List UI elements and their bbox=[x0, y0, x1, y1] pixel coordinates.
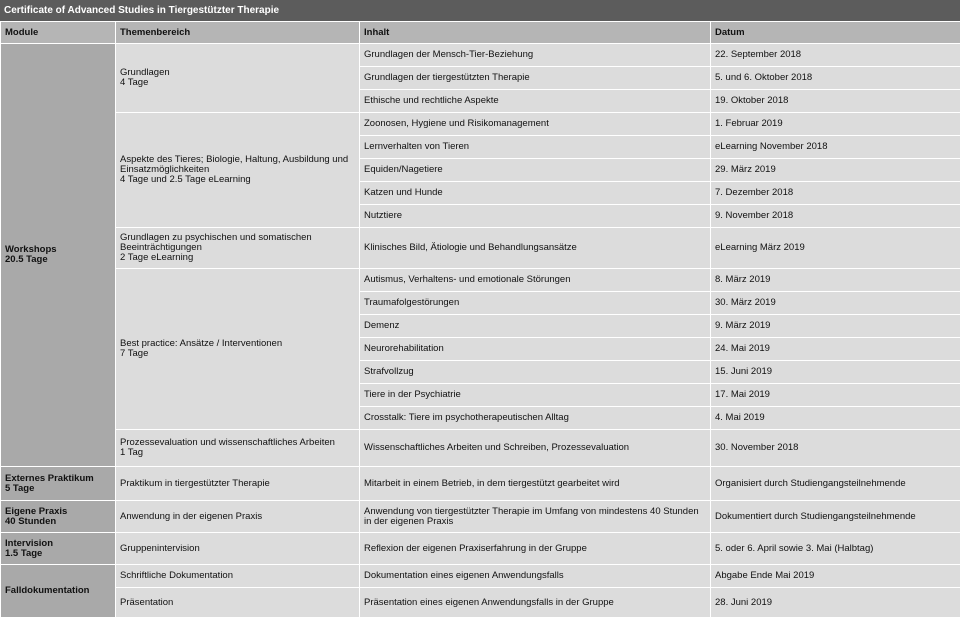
inhalt-cell: Dokumentation eines eigenen Anwendungsfalls bbox=[360, 565, 711, 588]
module-praktikum bbox=[1, 467, 116, 501]
datum-cell: 17. Mai 2019 bbox=[711, 384, 960, 407]
table-row bbox=[1, 430, 960, 467]
datum-cell: 9. November 2018 bbox=[711, 205, 960, 228]
header-module: Module bbox=[1, 22, 116, 44]
topic-cell: Praktikum in tiergestützter Therapie bbox=[116, 467, 360, 501]
header-row bbox=[1, 22, 960, 44]
module-duration: 20.5 Tage bbox=[5, 254, 48, 265]
datum-cell: 9. März 2019 bbox=[711, 315, 960, 338]
inhalt-cell: Anwendung von tiergestützter Therapie im Umfang von mindestens 40 Stunden in der eigenen Praxis bbox=[360, 501, 711, 533]
topic-name: Grundlagen zu psychischen und somatischen Beeinträchtigungen bbox=[120, 232, 312, 254]
module-name: Workshops bbox=[5, 244, 57, 256]
topic-aspekte-tier bbox=[116, 113, 360, 228]
topic-cell: Präsentation bbox=[116, 588, 360, 618]
inhalt-cell: Mitarbeit in einem Betrieb, in dem tiergestützt gearbeitet wird bbox=[360, 467, 711, 501]
page-title: Certificate of Advanced Studies in Tiergestützter Therapie bbox=[0, 0, 960, 21]
inhalt-cell: Nutztiere bbox=[360, 205, 711, 228]
datum-cell: eLearning März 2019 bbox=[711, 228, 960, 269]
header-themenbereich: Themenbereich bbox=[116, 22, 360, 44]
table-row bbox=[1, 467, 960, 501]
table-row bbox=[1, 588, 960, 618]
datum-cell: 5. und 6. Oktober 2018 bbox=[711, 67, 960, 90]
topic-name: Best practice: Ansätze / Interventionen bbox=[120, 338, 283, 350]
inhalt-cell: Klinisches Bild, Ätiologie und Behandlungsansätze bbox=[360, 228, 711, 269]
inhalt-cell: Grundlagen der tiergestützten Therapie bbox=[360, 67, 711, 90]
module-name: Eigene Praxis bbox=[5, 505, 68, 517]
table-row bbox=[1, 113, 960, 136]
topic-name: Aspekte des Tieres; Biologie, Haltung, Ausbildung und Einsatzmöglichkeiten bbox=[120, 154, 349, 176]
datum-cell: 19. Oktober 2018 bbox=[711, 90, 960, 113]
inhalt-cell: Wissenschaftliches Arbeiten und Schreiben, Prozessevaluation bbox=[360, 430, 711, 467]
datum-cell: eLearning November 2018 bbox=[711, 136, 960, 159]
datum-cell: 22. September 2018 bbox=[711, 44, 960, 67]
datum-cell: 5. oder 6. April sowie 3. Mai (Halbtag) bbox=[711, 533, 960, 565]
inhalt-cell: Tiere in der Psychiatrie bbox=[360, 384, 711, 407]
table-row bbox=[1, 44, 960, 67]
topic-cell: Gruppenintervision bbox=[116, 533, 360, 565]
table-row bbox=[1, 533, 960, 565]
table-row bbox=[1, 501, 960, 533]
topic-duration: 4 Tage und 2.5 Tage eLearning bbox=[120, 173, 251, 185]
datum-cell: Abgabe Ende Mai 2019 bbox=[711, 565, 960, 588]
topic-beeintraechtigungen bbox=[116, 228, 360, 269]
datum-cell: 30. März 2019 bbox=[711, 292, 960, 315]
topic-duration: 4 Tage bbox=[120, 77, 149, 88]
topic-name: Prozessevaluation und wissenschaftliches Arbeiten bbox=[120, 437, 335, 449]
module-name: Externes Praktikum bbox=[5, 472, 94, 484]
datum-cell: 29. März 2019 bbox=[711, 159, 960, 182]
inhalt-cell: Crosstalk: Tiere im psychotherapeutischen Alltag bbox=[360, 407, 711, 430]
datum-cell: 7. Dezember 2018 bbox=[711, 182, 960, 205]
inhalt-cell: Ethische und rechtliche Aspekte bbox=[360, 90, 711, 113]
table-row bbox=[1, 269, 960, 292]
module-praxis bbox=[1, 501, 116, 533]
header-inhalt: Inhalt bbox=[360, 22, 711, 44]
module-duration: 40 Stunden bbox=[5, 515, 57, 527]
inhalt-cell: Zoonosen, Hygiene und Risikomanagement bbox=[360, 113, 711, 136]
module-intervision bbox=[1, 533, 116, 565]
inhalt-cell: Katzen und Hunde bbox=[360, 182, 711, 205]
table-row bbox=[1, 228, 960, 269]
module-workshops bbox=[1, 44, 116, 467]
datum-cell: Organisiert durch Studiengangsteilnehmende bbox=[711, 467, 960, 501]
topic-duration: 7 Tage bbox=[120, 348, 149, 359]
datum-cell: Dokumentiert durch Studiengangsteilnehmende bbox=[711, 501, 960, 533]
topic-best-practice bbox=[116, 269, 360, 430]
inhalt-cell: Lernverhalten von Tieren bbox=[360, 136, 711, 159]
datum-cell: 24. Mai 2019 bbox=[711, 338, 960, 361]
datum-cell: 30. November 2018 bbox=[711, 430, 960, 467]
header-datum: Datum bbox=[711, 22, 960, 44]
inhalt-cell: Traumafolgestörungen bbox=[360, 292, 711, 315]
inhalt-cell: Präsentation eines eigenen Anwendungsfalls in der Gruppe bbox=[360, 588, 711, 618]
datum-cell: 8. März 2019 bbox=[711, 269, 960, 292]
datum-cell: 28. Juni 2019 bbox=[711, 588, 960, 618]
inhalt-cell: Grundlagen der Mensch-Tier-Beziehung bbox=[360, 44, 711, 67]
topic-duration: 1 Tag bbox=[120, 447, 144, 458]
datum-cell: 1. Februar 2019 bbox=[711, 113, 960, 136]
module-duration: 5 Tage bbox=[5, 482, 35, 494]
inhalt-cell: Equiden/Nagetiere bbox=[360, 159, 711, 182]
topic-grundlagen bbox=[116, 44, 360, 113]
topic-name: Grundlagen bbox=[120, 67, 170, 79]
inhalt-cell: Autismus, Verhaltens- und emotionale Störungen bbox=[360, 269, 711, 292]
topic-prozessevaluation bbox=[116, 430, 360, 467]
inhalt-cell: Neurorehabilitation bbox=[360, 338, 711, 361]
module-falldokumentation bbox=[1, 565, 116, 618]
table-row bbox=[1, 565, 960, 588]
module-name: Falldokumentation bbox=[5, 585, 90, 597]
inhalt-cell: Strafvollzug bbox=[360, 361, 711, 384]
inhalt-cell: Reflexion der eigenen Praxiserfahrung in der Gruppe bbox=[360, 533, 711, 565]
module-name: Intervision bbox=[5, 537, 54, 549]
topic-duration: 2 Tage eLearning bbox=[120, 251, 194, 263]
module-duration: 1.5 Tage bbox=[5, 547, 43, 559]
datum-cell: 15. Juni 2019 bbox=[711, 361, 960, 384]
curriculum-table bbox=[0, 21, 960, 618]
inhalt-cell: Demenz bbox=[360, 315, 711, 338]
topic-cell: Schriftliche Dokumentation bbox=[116, 565, 360, 588]
datum-cell: 4. Mai 2019 bbox=[711, 407, 960, 430]
topic-cell: Anwendung in der eigenen Praxis bbox=[116, 501, 360, 533]
